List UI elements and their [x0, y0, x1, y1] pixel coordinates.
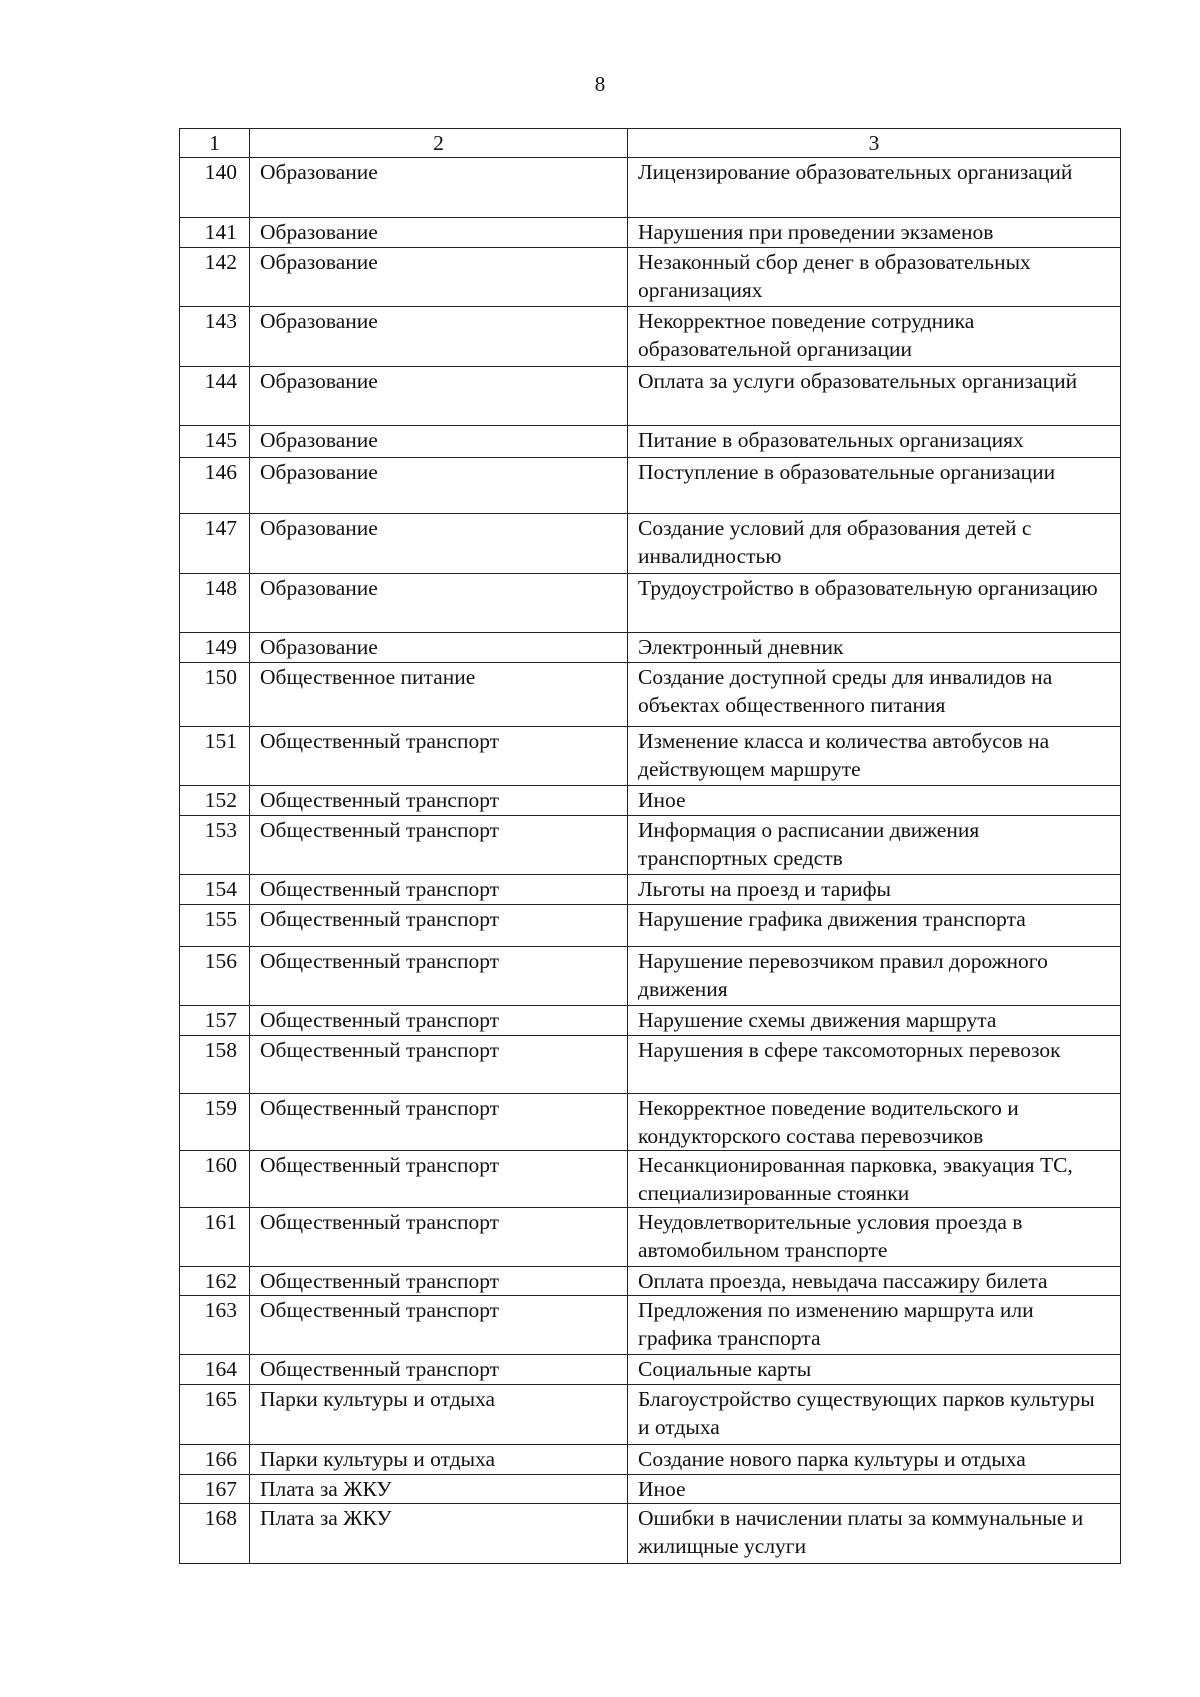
topic-cell: Нарушения при проведении экзаменов	[628, 218, 1121, 248]
table-row	[180, 426, 1121, 458]
topic-cell: Некорректное поведение водительского и кондукторского состава перевозчиков	[628, 1094, 1121, 1151]
topic-cell: Создание условий для образования детей с инвалидностью	[628, 514, 1121, 574]
topic-cell: Электронный дневник	[628, 633, 1121, 663]
topic-cell: Льготы на проезд и тарифы	[628, 875, 1121, 905]
row-number-cell: 160	[180, 1151, 250, 1208]
topic-cell: Иное	[628, 1475, 1121, 1504]
category-cell: Образование	[250, 426, 628, 458]
category-cell: Общественный транспорт	[250, 905, 628, 947]
row-number-cell: 141	[180, 218, 250, 248]
table-row	[180, 574, 1121, 633]
row-number-cell: 155	[180, 905, 250, 947]
category-cell: Общественный транспорт	[250, 1036, 628, 1094]
category-cell: Образование	[250, 307, 628, 367]
topic-cell: Незаконный сбор денег в образовательных организациях	[628, 248, 1121, 307]
table-row	[180, 663, 1121, 727]
category-cell: Общественный транспорт	[250, 1296, 628, 1355]
table-row	[180, 875, 1121, 905]
row-number-cell: 157	[180, 1006, 250, 1036]
classification-table	[179, 128, 1121, 1564]
topic-cell: Ошибки в начислении платы за коммунальные и жилищные услуги	[628, 1504, 1121, 1564]
table-row	[180, 786, 1121, 816]
row-number-cell: 145	[180, 426, 250, 458]
category-cell: Образование	[250, 158, 628, 218]
topic-cell: Оплата за услуги образовательных организаций	[628, 367, 1121, 426]
row-number-cell: 168	[180, 1504, 250, 1564]
header-cell-1: 1	[180, 129, 250, 158]
row-number-cell: 152	[180, 786, 250, 816]
topic-cell: Поступление в образовательные организации	[628, 458, 1121, 514]
row-number-cell: 140	[180, 158, 250, 218]
row-number-cell: 142	[180, 248, 250, 307]
table-row	[180, 218, 1121, 248]
category-cell: Общественный транспорт	[250, 1094, 628, 1151]
table-row	[180, 1267, 1121, 1296]
table-row	[180, 307, 1121, 367]
header-cell-2: 2	[250, 129, 628, 158]
category-cell: Общественный транспорт	[250, 1267, 628, 1296]
row-number-cell: 163	[180, 1296, 250, 1355]
table-row	[180, 1385, 1121, 1445]
category-cell: Парки культуры и отдыха	[250, 1445, 628, 1475]
topic-cell: Нарушение перевозчиком правил дорожного движения	[628, 947, 1121, 1006]
category-cell: Образование	[250, 367, 628, 426]
table-row	[180, 1094, 1121, 1151]
row-number-cell: 161	[180, 1208, 250, 1267]
category-cell: Общественный транспорт	[250, 1006, 628, 1036]
row-number-cell: 149	[180, 633, 250, 663]
table-row	[180, 1208, 1121, 1267]
category-cell: Общественный транспорт	[250, 727, 628, 786]
category-cell: Общественный транспорт	[250, 1208, 628, 1267]
table-row	[180, 1036, 1121, 1094]
category-cell: Общественный транспорт	[250, 786, 628, 816]
table-row	[180, 1006, 1121, 1036]
row-number-cell: 147	[180, 514, 250, 574]
row-number-cell: 158	[180, 1036, 250, 1094]
topic-cell: Некорректное поведение сотрудника образовательной организации	[628, 307, 1121, 367]
table-row	[180, 158, 1121, 218]
table-row	[180, 1504, 1121, 1564]
table-row	[180, 633, 1121, 663]
row-number-cell: 154	[180, 875, 250, 905]
topic-cell: Трудоустройство в образовательную организацию	[628, 574, 1121, 633]
page-number: 8	[594, 72, 606, 96]
row-number-cell: 146	[180, 458, 250, 514]
category-cell: Общественный транспорт	[250, 947, 628, 1006]
table-row	[180, 1151, 1121, 1208]
table-row	[180, 905, 1121, 947]
row-number-cell: 164	[180, 1355, 250, 1385]
topic-cell: Питание в образовательных организациях	[628, 426, 1121, 458]
topic-cell: Лицензирование образовательных организаций	[628, 158, 1121, 218]
topic-cell: Создание нового парка культуры и отдыха	[628, 1445, 1121, 1475]
row-number-cell: 166	[180, 1445, 250, 1475]
row-number-cell: 165	[180, 1385, 250, 1445]
category-cell: Общественный транспорт	[250, 816, 628, 875]
topic-cell: Иное	[628, 786, 1121, 816]
row-number-cell: 151	[180, 727, 250, 786]
row-number-cell: 150	[180, 663, 250, 727]
topic-cell: Нарушение схемы движения маршрута	[628, 1006, 1121, 1036]
category-cell: Общественное питание	[250, 663, 628, 727]
category-cell: Плата за ЖКУ	[250, 1475, 628, 1504]
table-row	[180, 514, 1121, 574]
table-row	[180, 1355, 1121, 1385]
category-cell: Общественный транспорт	[250, 1355, 628, 1385]
topic-cell: Оплата проезда, невыдача пассажиру билета	[628, 1267, 1121, 1296]
category-cell: Образование	[250, 633, 628, 663]
row-number-cell: 156	[180, 947, 250, 1006]
table-row	[180, 947, 1121, 1006]
category-cell: Образование	[250, 458, 628, 514]
table-row	[180, 248, 1121, 307]
category-cell: Парки культуры и отдыха	[250, 1385, 628, 1445]
row-number-cell: 162	[180, 1267, 250, 1296]
topic-cell: Нарушение графика движения транспорта	[628, 905, 1121, 947]
topic-cell: Неудовлетворительные условия проезда в автомобильном транспорте	[628, 1208, 1121, 1267]
category-cell: Плата за ЖКУ	[250, 1504, 628, 1564]
topic-cell: Предложения по изменению маршрута или графика транспорта	[628, 1296, 1121, 1355]
table-row	[180, 458, 1121, 514]
table-row	[180, 816, 1121, 875]
category-cell: Образование	[250, 248, 628, 307]
category-cell: Общественный транспорт	[250, 875, 628, 905]
row-number-cell: 143	[180, 307, 250, 367]
topic-cell: Социальные карты	[628, 1355, 1121, 1385]
category-cell: Образование	[250, 574, 628, 633]
topic-cell: Создание доступной среды для инвалидов на объектах общественного питания	[628, 663, 1121, 727]
row-number-cell: 148	[180, 574, 250, 633]
category-cell: Общественный транспорт	[250, 1151, 628, 1208]
category-cell: Образование	[250, 218, 628, 248]
row-number-cell: 159	[180, 1094, 250, 1151]
topic-cell: Благоустройство существующих парков культуры и отдыха	[628, 1385, 1121, 1445]
category-cell: Образование	[250, 514, 628, 574]
topic-cell: Информация о расписании движения транспортных средств	[628, 816, 1121, 875]
table-header-row	[180, 129, 1121, 158]
table-row	[180, 367, 1121, 426]
table-row	[180, 1445, 1121, 1475]
row-number-cell: 167	[180, 1475, 250, 1504]
table-row	[180, 1475, 1121, 1504]
header-cell-3: 3	[628, 129, 1121, 158]
topic-cell: Нарушения в сфере таксомоторных перевозок	[628, 1036, 1121, 1094]
topic-cell: Несанкционированная парковка, эвакуация ТС, специализированные стоянки	[628, 1151, 1121, 1208]
table-row	[180, 727, 1121, 786]
row-number-cell: 144	[180, 367, 250, 426]
table-row	[180, 1296, 1121, 1355]
row-number-cell: 153	[180, 816, 250, 875]
topic-cell: Изменение класса и количества автобусов на действующем маршруте	[628, 727, 1121, 786]
